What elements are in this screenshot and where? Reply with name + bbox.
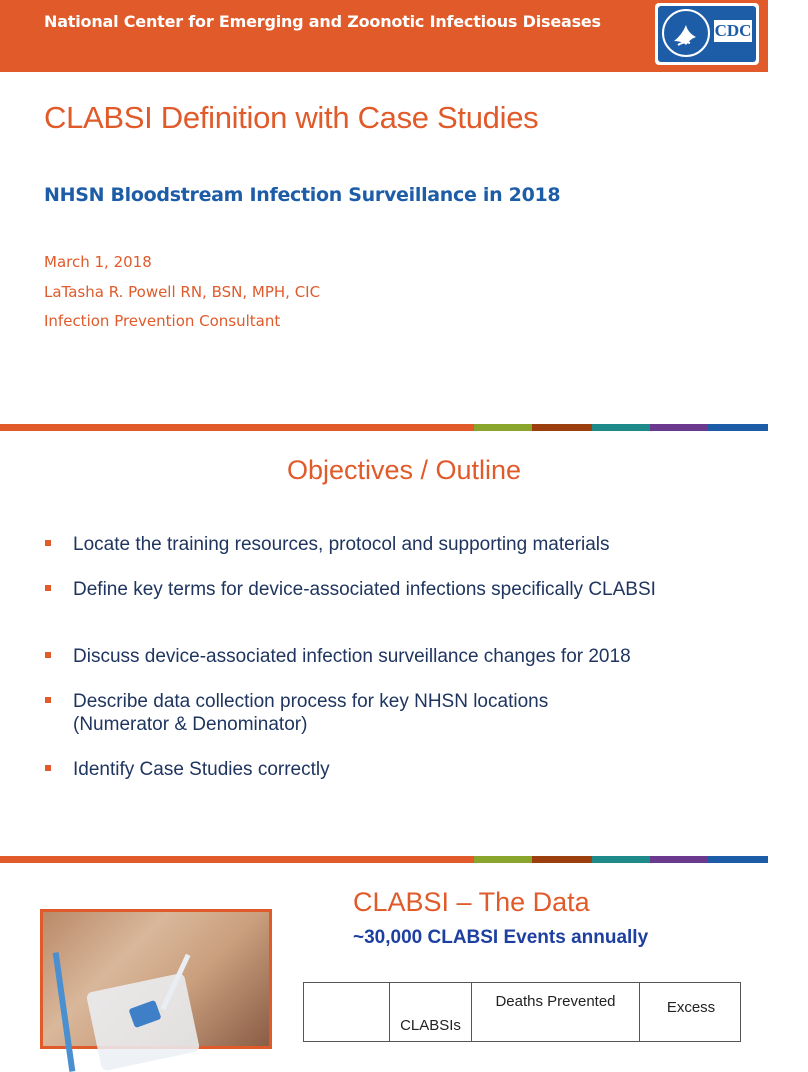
bullet-icon [45, 765, 51, 771]
presentation-title: CLABSI Definition with Case Studies [44, 100, 539, 135]
bullet-text: Define key terms for device-associated infections specifically CLABSI [73, 579, 656, 600]
bullet-icon [45, 540, 51, 546]
data-slide [0, 863, 768, 1034]
clabsi-data-table [303, 982, 741, 1042]
bullet-text: Identify Case Studies correctly [73, 759, 330, 780]
color-divider-bar [0, 856, 768, 863]
objectives-slide [0, 431, 768, 856]
presenter-role: Infection Prevention Consultant [44, 312, 281, 330]
bullet-text: Describe data collection process for key NHSN locations (Numerator & Denominator) [73, 691, 549, 735]
central-line-photo [40, 909, 272, 1049]
slide-subtitle: ~30,000 CLABSI Events annually [353, 927, 649, 948]
cdc-wordmark: CDC [714, 21, 752, 40]
header-organization: National Center for Emerging and Zoonotic Infectious Diseases [44, 12, 601, 31]
presentation-subtitle: NHSN Bloodstream Infection Surveillance in 2018 [44, 184, 561, 206]
table-header-cell: CLABSIs [390, 983, 472, 1041]
presenter-name: LaTasha R. Powell RN, BSN, MPH, CIC [44, 283, 321, 301]
bullet-text: Locate the training resources, protocol and supporting materials [73, 534, 610, 555]
color-divider-bar [0, 424, 768, 431]
bullet-icon [45, 697, 51, 703]
table-header-cell [304, 983, 390, 1041]
title-slide [0, 0, 768, 424]
slide-header-bar [0, 0, 768, 72]
presentation-date: March 1, 2018 [44, 253, 152, 271]
slide-title: Objectives / Outline [286, 455, 522, 485]
bullet-icon [45, 585, 51, 591]
table-header-cell: Deaths Prevented [472, 983, 640, 1041]
table-header-cell: Excess [666, 999, 716, 1016]
bullet-text: Discuss device-associated infection surveillance changes for 2018 [73, 646, 631, 667]
cdc-logo [655, 3, 759, 65]
hhs-seal-icon [662, 9, 710, 57]
bullet-icon [45, 652, 51, 658]
slide-title: CLABSI – The Data [353, 887, 590, 917]
